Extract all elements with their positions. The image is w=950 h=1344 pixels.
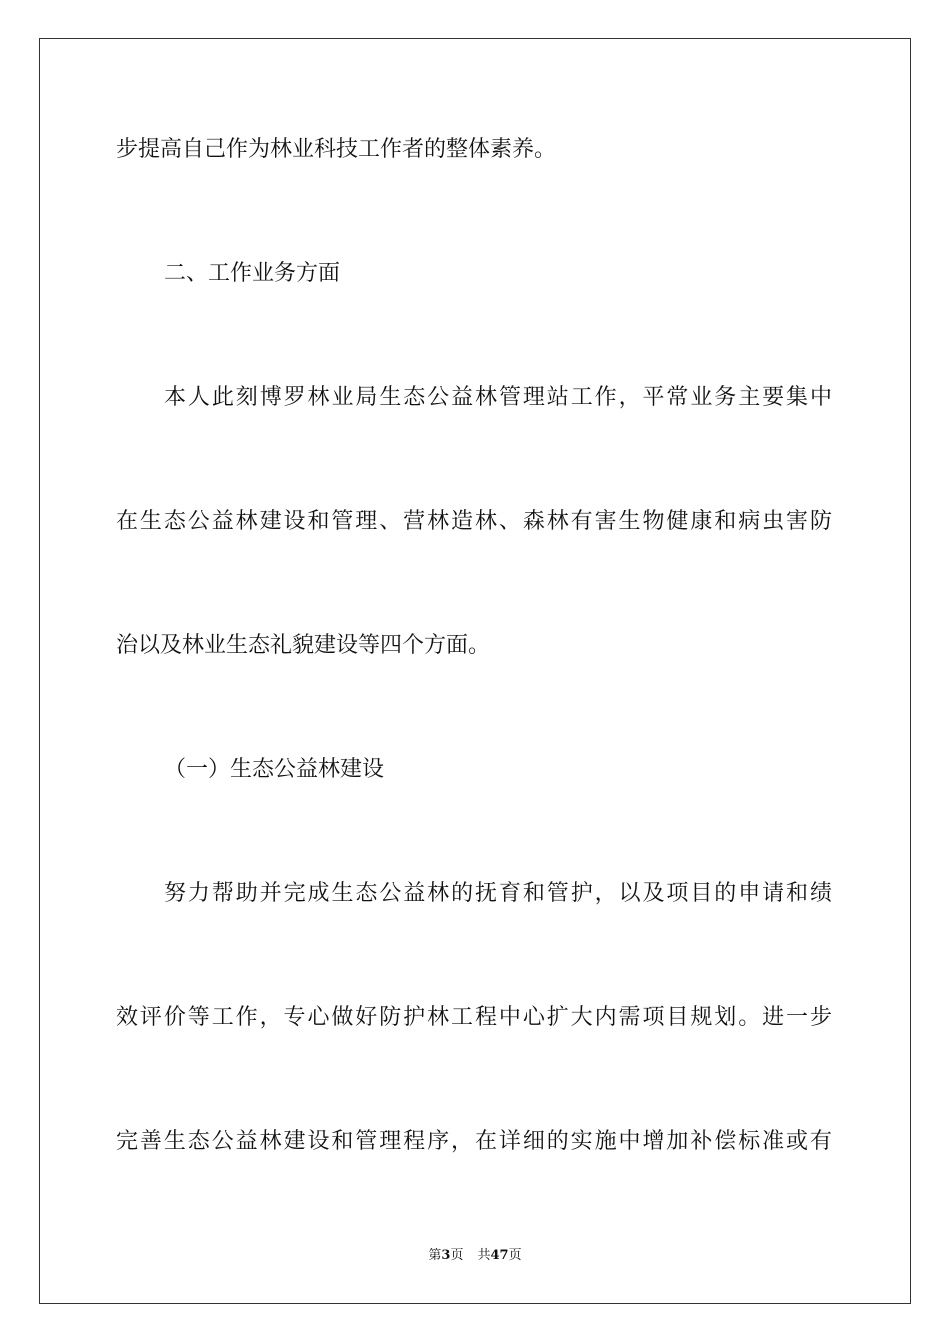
footer-page-prefix: 第 [428,1248,442,1263]
page-footer [0,1246,950,1266]
section-heading-2: 二、工作业务方面 [164,261,341,286]
text-line-5: 治以及林业生态礼貌建设等四个方面。 [116,633,491,658]
footer-total-pages: 47 [490,1248,509,1263]
text-line-1: 步提高自己作为林业科技工作者的整体素养。 [116,137,557,162]
text-line-7: 努力帮助并完成生态公益林的抚育和管护，以及项目的申请和绩 [164,881,832,906]
footer-total-suffix: 页 [508,1248,522,1263]
footer-page-number: 3 [441,1248,451,1263]
footer-page-suffix: 页 [450,1248,464,1263]
footer-total-prefix: 共 [477,1248,491,1263]
subsection-heading-1: （一）生态公益林建设 [164,757,385,782]
text-line-9: 完善生态公益林建设和管理程序，在详细的实施中增加补偿标准或有 [116,1129,832,1154]
text-line-8: 效评价等工作，专心做好防护林工程中心扩大内需项目规划。进一步 [116,1005,832,1030]
text-line-4: 在生态公益林建设和管理、营林造林、森林有害生物健康和病虫害防 [116,509,832,534]
page-border [39,38,911,1304]
text-line-3: 本人此刻博罗林业局生态公益林管理站工作，平常业务主要集中 [164,385,832,410]
